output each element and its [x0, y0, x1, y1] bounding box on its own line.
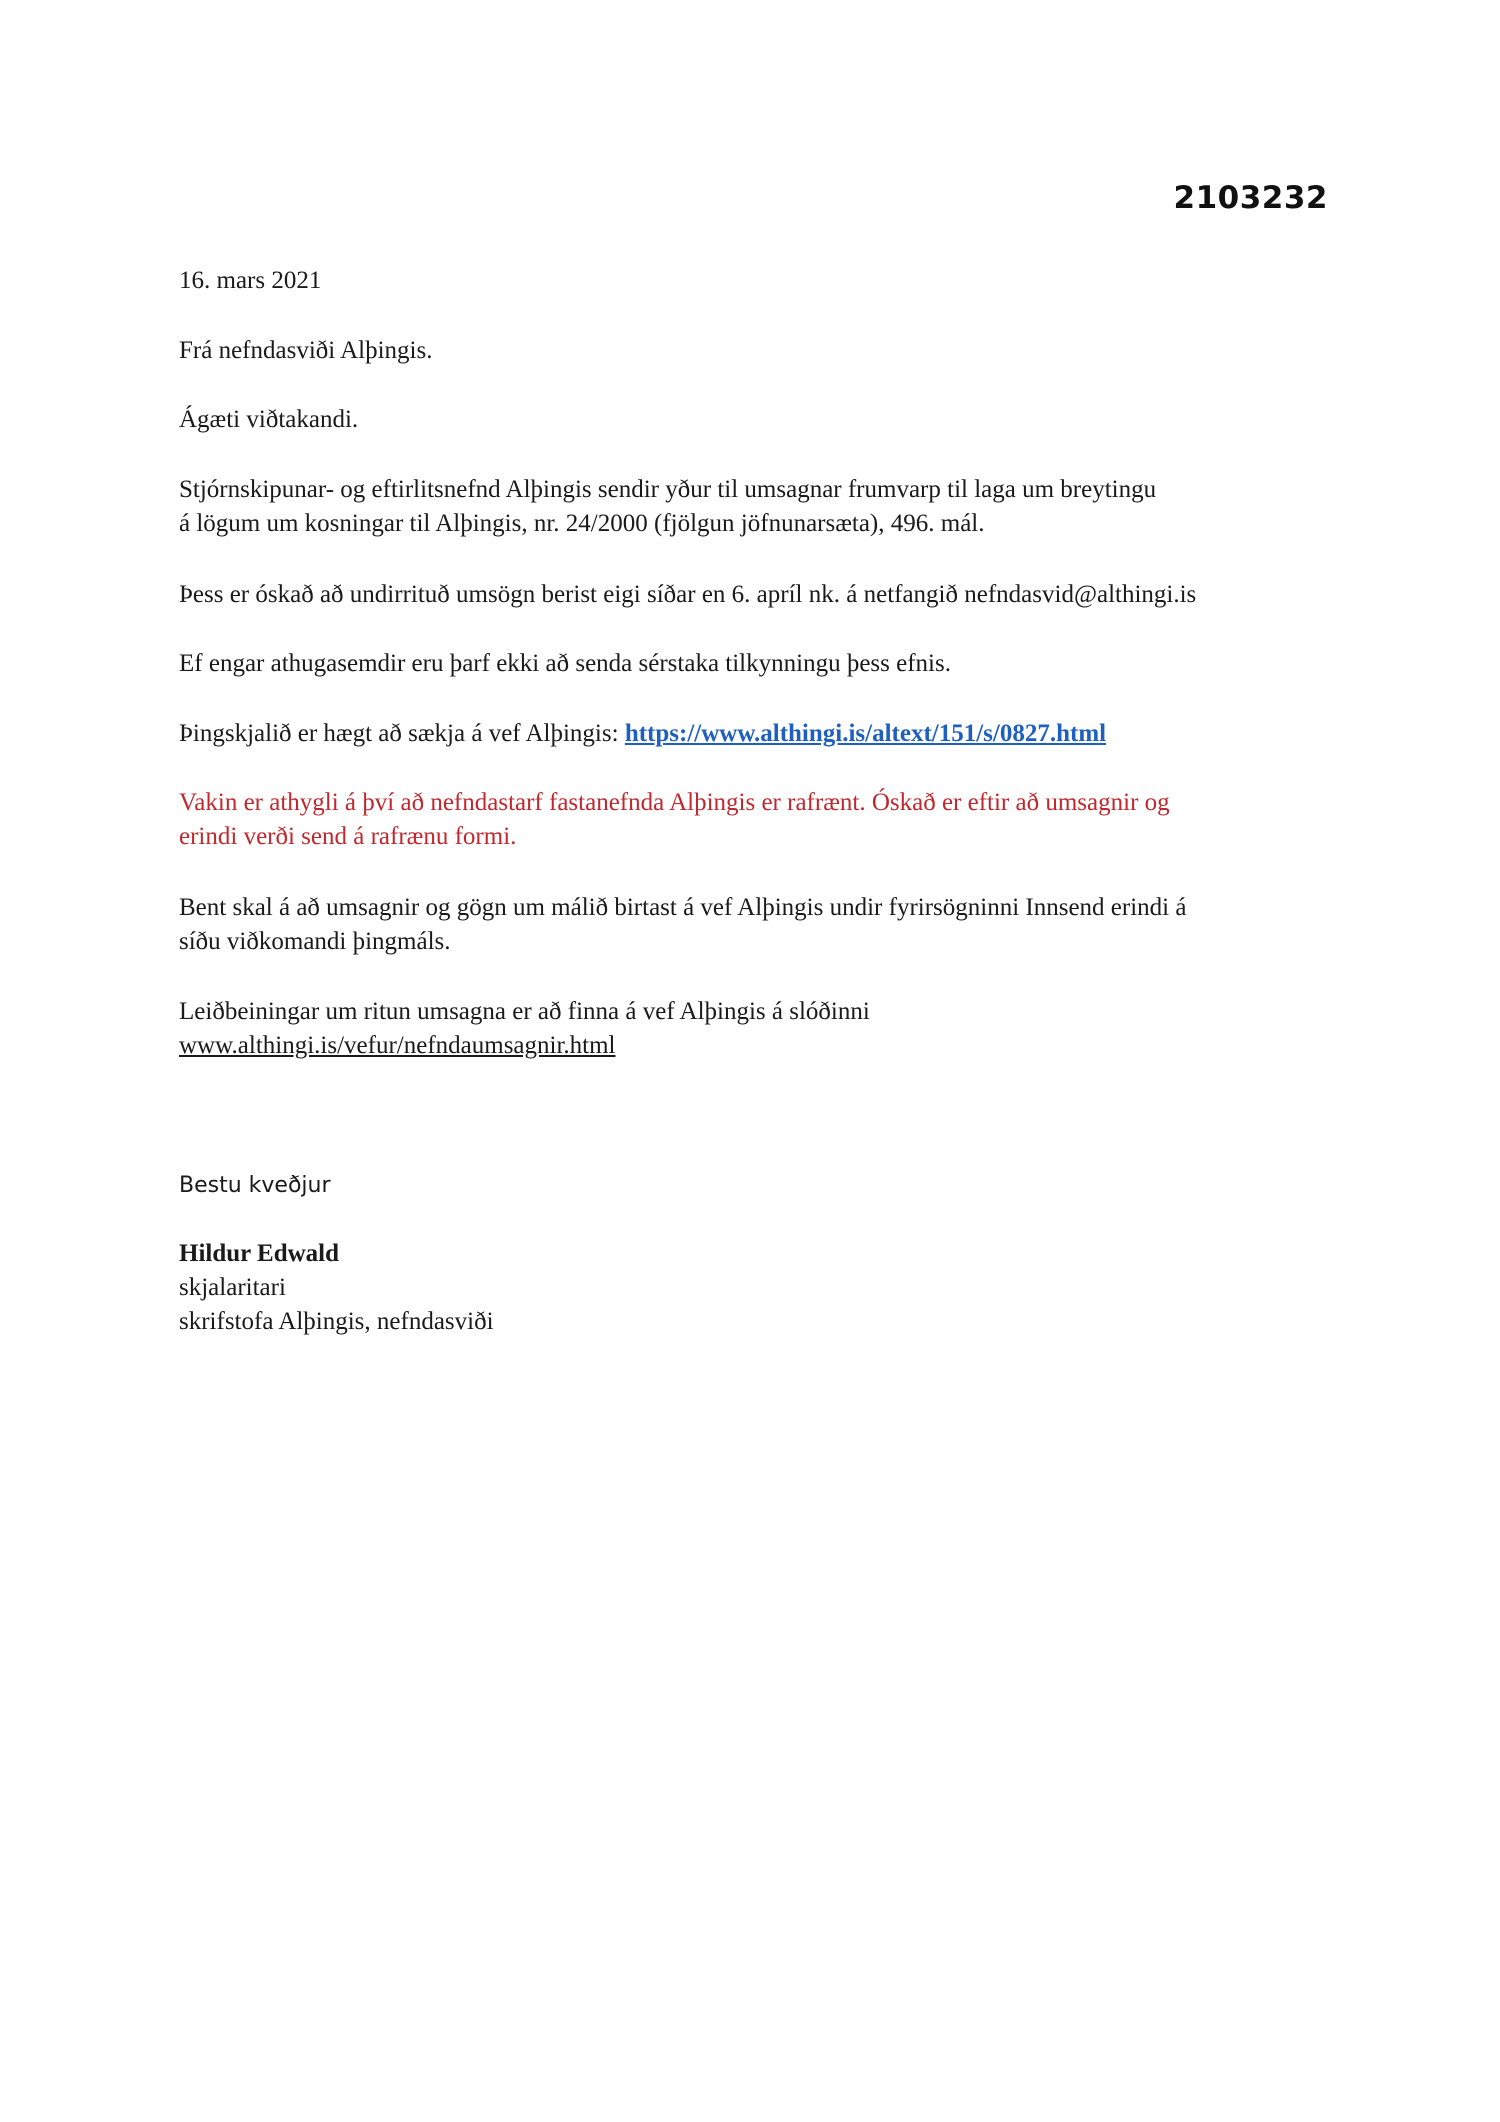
signature-title: skjalaritari — [179, 1274, 286, 1301]
document-link[interactable]: https://www.althingi.is/altext/151/s/0827.html — [624, 720, 1107, 747]
document-number: 2103232 — [1173, 180, 1328, 216]
no-comments-paragraph: Ef engar athugasemdir eru þarf ekki að senda sérstaka tilkynningu þess efnis. — [179, 650, 951, 677]
publication-paragraph-line-2: síðu viðkomandi þingmáls. — [179, 928, 451, 955]
electronic-notice-line-1: Vakin er athygli á því að nefndastarf fastanefnda Alþingis er rafrænt. Óskað er eftir að umsagnir og — [179, 789, 1170, 816]
guidelines-link-line — [179, 1029, 616, 1063]
guidelines-paragraph-line-1: Leiðbeiningar um ritun umsagna er að finna á vef Alþingis á slóðinni — [179, 998, 870, 1025]
letter-greeting: Ágæti viðtakandi. — [179, 406, 359, 433]
letter-from: Frá nefndasviði Alþingis. — [179, 337, 433, 364]
closing-greeting: Bestu kveðjur — [179, 1173, 331, 1198]
electronic-notice-line-2: erindi verði send á rafrænu formi. — [179, 823, 517, 850]
document-link-prefix: Þingskjalið er hægt að sækja á vef Alþingis: — [179, 720, 625, 747]
document-link-paragraph — [179, 717, 1106, 751]
deadline-paragraph: Þess er óskað að undirrituð umsögn berist eigi síðar en 6. apríl nk. á netfangið nefndasvid@althingi.is — [179, 581, 1197, 608]
publication-paragraph-line-1: Bent skal á að umsagnir og gögn um málið birtast á vef Alþingis undir fyrirsögninni Innsend erindi á — [179, 894, 1187, 921]
letter-date: 16. mars 2021 — [179, 267, 322, 294]
signature-office: skrifstofa Alþingis, nefndasviði — [179, 1308, 494, 1335]
guidelines-link[interactable]: www.althingi.is/vefur/nefndaumsagnir.html — [179, 1032, 616, 1059]
signature-name: Hildur Edwald — [179, 1240, 340, 1267]
paragraph-1-line-2: á lögum um kosningar til Alþingis, nr. 24/2000 (fjölgun jöfnunarsæta), 496. mál. — [179, 510, 985, 537]
paragraph-1-line-1: Stjórnskipunar- og eftirlitsnefnd Alþingis sendir yður til umsagnar frumvarp til laga um breytingu — [179, 476, 1157, 503]
